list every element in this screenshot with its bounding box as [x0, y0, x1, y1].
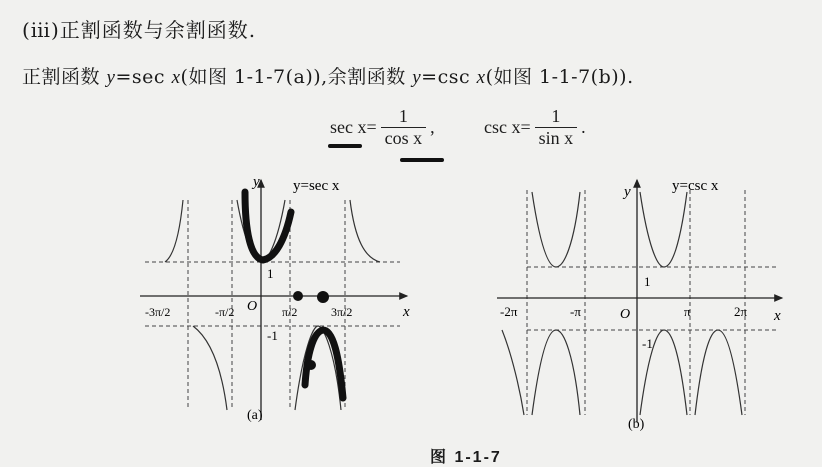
- csc-definition: [484, 106, 586, 149]
- graph-a-xtick-pi2: π/2: [282, 305, 298, 319]
- graph-b-csc: [492, 170, 792, 432]
- handwritten-underline-cos: [400, 158, 444, 162]
- graph-b-asymptotes: [527, 190, 777, 415]
- intro-text-1: 正割函数: [22, 66, 107, 88]
- graph-a-xtick-neg3pi2: -3π/2: [145, 305, 171, 319]
- graph-b-sublabel: (b): [628, 417, 645, 432]
- graph-b-xtick-neg2pi: -2π: [500, 304, 518, 319]
- graph-a-sec: [135, 170, 420, 432]
- csc-denominator: sin x: [535, 127, 578, 149]
- graph-a-asymptotes: [145, 200, 400, 410]
- intro-text-2: (如图 1-1-7(a)),余割函数: [180, 66, 413, 88]
- sec-definition: [330, 106, 435, 149]
- graph-b-xtick-pi: π: [684, 304, 691, 319]
- sec-denominator: cos x: [381, 127, 427, 149]
- csc-fraction: [535, 106, 578, 149]
- graph-a-ytick-neg1: -1: [267, 328, 278, 343]
- graph-b-function-label: y=csc x: [672, 178, 719, 194]
- intro-var-x1: x: [171, 67, 181, 88]
- graph-b-ytick-neg1: -1: [642, 336, 653, 351]
- csc-lhs: csc x=: [484, 117, 531, 137]
- graph-b-curves: [502, 192, 742, 415]
- formula-end: .: [581, 117, 586, 137]
- figure-caption: 图 1-1-7: [430, 449, 502, 466]
- graph-a-y-label: y: [253, 174, 260, 190]
- intro-sec: =sec: [115, 66, 172, 88]
- graph-b-y-label: y: [624, 184, 631, 200]
- intro-text-3: (如图 1-1-7(b)).: [485, 66, 634, 88]
- definition-formulas: [330, 106, 630, 154]
- graph-a-function-label: y=sec x: [293, 178, 340, 194]
- graph-b-x-label: x: [774, 308, 781, 324]
- section-heading: (ⅲ)正割函数与余割函数.: [22, 18, 257, 42]
- graph-a-xtick-3pi2: 3π/2: [331, 305, 353, 319]
- graph-b-ytick-1: 1: [644, 274, 651, 289]
- graph-b-xtick-2pi: 2π: [734, 304, 748, 319]
- intro-var-y2: y: [412, 67, 422, 88]
- sec-numerator: 1: [398, 106, 408, 126]
- handwritten-underline-sec: [328, 144, 362, 148]
- graph-b-origin: O: [620, 307, 631, 322]
- formula-separator: ,: [430, 117, 435, 137]
- sec-lhs: sec x=: [330, 117, 377, 137]
- graph-b-xtick-negpi: -π: [570, 304, 581, 319]
- graph-a-ytick-1: 1: [267, 266, 274, 281]
- csc-numerator: 1: [551, 106, 561, 126]
- graph-a-x-label: x: [403, 304, 410, 320]
- graph-a-origin: O: [247, 299, 258, 314]
- intro-sentence: [22, 62, 634, 89]
- graph-a-xtick-negpi2: -π/2: [215, 305, 235, 319]
- graph-a-sublabel: (a): [247, 408, 263, 423]
- intro-var-x2: x: [476, 67, 486, 88]
- intro-csc: =csc: [421, 66, 477, 88]
- sec-fraction: [381, 106, 427, 149]
- intro-var-y1: y: [106, 67, 116, 88]
